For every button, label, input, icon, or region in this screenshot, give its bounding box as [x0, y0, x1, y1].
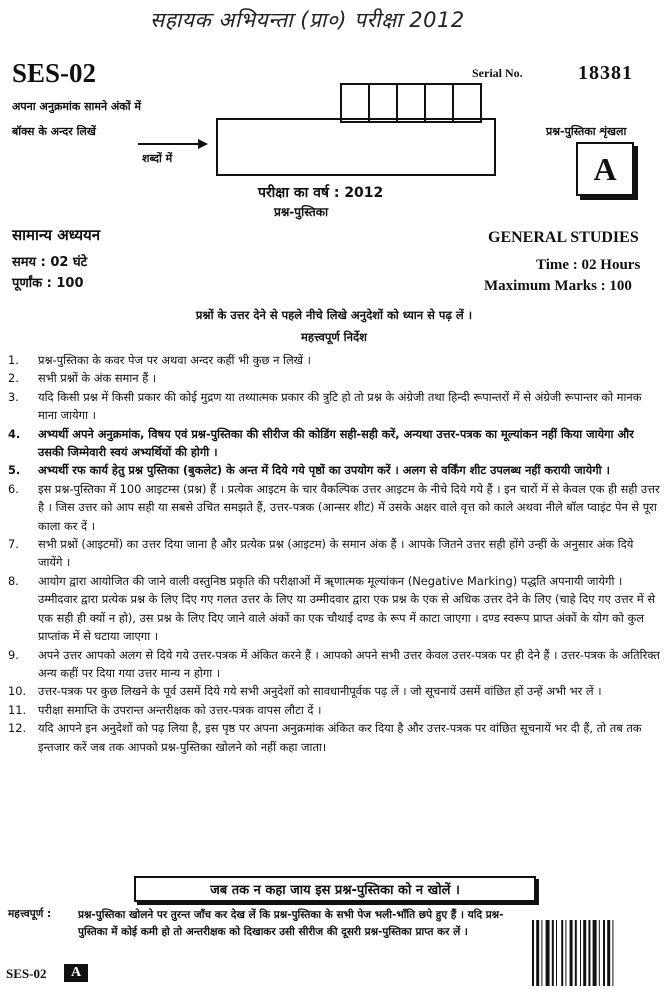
footer-paper-code: SES-02: [6, 966, 47, 981]
barcode-bar: [536, 920, 539, 986]
marks-hindi: पूर्णांक : 100: [12, 276, 84, 291]
booklet-label: प्रश्न-पुस्तिका: [274, 205, 329, 219]
barcode-bar: [565, 920, 566, 986]
instruction-number: 8.: [8, 573, 19, 588]
barcode-bar: [575, 920, 577, 986]
instruction-text: परीक्षा समाप्ति के उपरान्त अन्तरीक्षक को उत्तर-पत्रक वापस लौटा दें ।: [38, 702, 322, 717]
instruction-number: 10.: [8, 684, 27, 699]
roll-instruction-line-1: अपना अनुक्रमांक सामने अंकों में: [12, 100, 142, 113]
instruction-item: [8, 369, 660, 387]
instruction-text: यदि आपने इन अनुदेशों को पढ़ लिया है, इस पृष्ठ पर अपना अनुक्रमांक अंकित कर दिया है और उत्तर-पत्रक पर वांछित सूचनायें भर दी हैं, तो तब तक इन्तजार करें जब तक आपको प्रश्न-पुस्तिका खोलने को नहीं कहा जाता।: [38, 721, 642, 754]
important-heading: महत्त्वपूर्ण निर्देश: [301, 330, 367, 344]
instruction-item: [8, 425, 660, 462]
barcode-bar: [603, 920, 605, 986]
instructions-preface: प्रश्नों के उत्तर देने से पहले नीचे लिखे अनुदेशों को ध्यान से पढ़ लें ।: [195, 308, 473, 322]
exam-year: परीक्षा का वर्ष : 2012: [258, 185, 384, 201]
instruction-text: इस प्रश्न-पुस्तिका में 100 आइटम्स (प्रश्न) हैं । प्रत्येक आइटम के चार वैकल्पिक उत्तर आइटम के नीचे दिये गये हैं । इन चारों में से केवल एक ही सही उत्तर है । जिस उत्तर को आप सही या सबसे उचित समझते हैं, उत्तर-पत्रक (आन्सर शीट) में उसके अक्षर वाले वृत्त को काले अथवा नीले बॉल प्वाइंट पेन से पूरा काला कर दें ।: [38, 481, 660, 533]
paper-code: SES-02: [12, 58, 97, 88]
instruction-item: [8, 719, 660, 756]
instruction-number: 2.: [8, 371, 19, 386]
handwritten-title: सहायक अभियन्ता (प्रा०) परीक्षा 2012: [150, 8, 465, 32]
instruction-text: अभ्यर्थी रफ कार्य हेतु प्रश्न पुस्तिका (बुकलेट) के अन्त में दिये गये पृष्ठों का उपयोग करें । अलग से वर्किंग शीट उपलब्ध नहीं करायी जायेगी ।: [38, 463, 610, 478]
marks-english: Maximum Marks : 100: [484, 278, 632, 294]
barcode-bar: [546, 920, 550, 986]
instruction-number: 11.: [8, 702, 27, 717]
barcode-bar: [552, 920, 554, 986]
barcode-bar: [532, 920, 534, 986]
instruction-text: यदि किसी प्रश्न में किसी प्रकार की कोई मुद्रण या तथ्यात्मक प्रकार की त्रुटि हो तो प्रश्न के अंग्रेजी तथा हिन्दी रूपान्तरों में से अंग्रेजी रूपान्तर को मानक माना जायेगा ।: [38, 389, 642, 423]
instruction-text: सभी प्रश्नों (आइटमों) का उत्तर दिया जाना है और प्रत्येक प्रश्न (आइटम) के समान अंक हैं । आपके जितने उत्तर सही होंगे उन्हीं के अनुसार अंक दिये जायेंगे ।: [38, 537, 634, 570]
instruction-number: 5.: [8, 463, 21, 478]
instruction-number: 1.: [8, 353, 19, 367]
instruction-number: 4.: [8, 426, 21, 441]
instruction-item: [8, 646, 660, 683]
serial-number: 18381: [578, 62, 633, 84]
instruction-item: [8, 480, 660, 535]
barcode-bar: [607, 920, 610, 986]
footer-series-letter: A: [64, 964, 88, 982]
instruction-item: [8, 388, 660, 425]
instruction-number: 12.: [8, 721, 27, 736]
arrow-right-icon: [138, 137, 208, 151]
barcode-bar: [561, 920, 563, 986]
roll-instruction-line-2: बॉक्स के अन्दर लिखें: [12, 125, 96, 138]
roll-number-digit-boxes[interactable]: [340, 83, 482, 123]
barcode-bar: [541, 920, 542, 986]
barcode-icon: [530, 920, 660, 986]
note-text: प्रश्न-पुस्तिका खोलने पर तुरन्त जाँच कर देख लें कि प्रश्न-पुस्तिका के सभी पेज भली-भाँति छपे हुए हैं । यदि प्रश्न-पुस्तिका में कोई कमी हो तो अन्तरीक्षक को दिखाकर उसी सीरीज की दूसरी प्रश्न-पुस्तिका प्राप्त कर लें ।: [78, 909, 504, 938]
instruction-item: [8, 461, 660, 479]
series-label: प्रश्न-पुस्तिका शृंखला: [546, 125, 627, 138]
instruction-text: सभी प्रश्नों के अंक समान हैं ।: [38, 371, 157, 386]
instruction-text: उत्तर-पत्रक पर कुछ लिखने के पूर्व उसमें दिये गये सभी अनुदेशों को सावधानीपूर्वक पढ़ लें । जो सूचनायें उसमें वांछित हों उन्हें अभी भर लें ।: [38, 684, 602, 699]
time-english: Time : 02 Hours: [536, 257, 641, 273]
roll-number-words-box[interactable]: [216, 118, 496, 176]
instruction-item: [8, 535, 660, 572]
subject-english: GENERAL STUDIES: [488, 229, 639, 246]
time-hindi: समय : 02 घंटे: [12, 255, 88, 270]
instruction-number: 7.: [8, 537, 19, 552]
barcode-bar: [583, 920, 586, 986]
in-words-label: शब्दों में: [142, 152, 173, 165]
barcode-bar: [612, 920, 613, 986]
note-label: महत्त्वपूर्ण :: [8, 908, 52, 920]
instruction-number: 3.: [8, 389, 19, 404]
instruction-text: अभ्यर्थी अपने अनुक्रमांक, विषय एवं प्रश्न-पुस्तिका की सीरीज की कोडिंग सही-सही करें, अन्यथा उत्तर-पत्रक का मूल्यांकन नहीं किया जायेगा और उसकी जिम्मेवारी स्वयं अभ्यर्थियों की होगी ।: [38, 426, 634, 460]
barcode-bar: [588, 920, 590, 986]
instruction-text: प्रश्न-पुस्तिका के कवर पेज पर अथवा अन्दर कहीं भी कुछ न लिखें ।: [38, 353, 311, 367]
subject-hindi: सामान्य अध्ययन: [12, 226, 101, 244]
barcode-bar: [570, 920, 573, 986]
instruction-number: 9.: [8, 647, 19, 662]
do-not-open-banner: जब तक न कहा जाय इस प्रश्न-पुस्तिका को न खोलें ।: [134, 876, 536, 902]
barcode-bar: [599, 920, 600, 986]
instruction-text: आयोग द्वारा आयोजित की जाने वाली वस्तुनिष्ठ प्रकृति की परीक्षाओं में ॠणात्मक मूल्यांकन (Negative Marking) पद्धति अपनायी जायेगी । उम्मीदवार द्वारा प्रत्येक प्रश्न के लिए दिए गए गलत उत्तर के लिए या उम्मीदवार द्वारा एक प्रश्न के एक से अधिक उत्तर देने के लिए (चाहे दिए गए उत्तर में से एक सही ही क्यों न हो), उस प्रश्न के लिए दिए जाने वाले अंकों का एक चौथाई दण्ड के रूप में काटा जाएगा । दण्ड स्वरूप प्राप्त अंकों के योग को कुल प्राप्तांक में से घटाया जाएगा ।: [38, 573, 656, 644]
instruction-text: अपने उत्तर आपको अलग से दिये गये उत्तर-पत्रक में अंकित करने हैं । आपको अपने सभी उत्तर केवल उत्तर-पत्रक पर ही देने हैं । उत्तर-पत्रक के अतिरिक्त अन्य कहीं पर दिया गया उत्तर मान्य न होगा ।: [38, 647, 660, 680]
barcode-bar: [593, 920, 597, 986]
instruction-item: [8, 572, 660, 646]
instruction-item: [8, 351, 660, 369]
instruction-item: [8, 682, 660, 700]
instruction-number: 6.: [8, 481, 19, 496]
serial-label: Serial No.: [472, 66, 523, 80]
barcode-bar: [556, 920, 557, 986]
series-letter: A: [576, 142, 634, 196]
instruction-item: [8, 701, 660, 719]
instructions-list: [8, 351, 660, 756]
barcode-bar: [580, 920, 581, 986]
